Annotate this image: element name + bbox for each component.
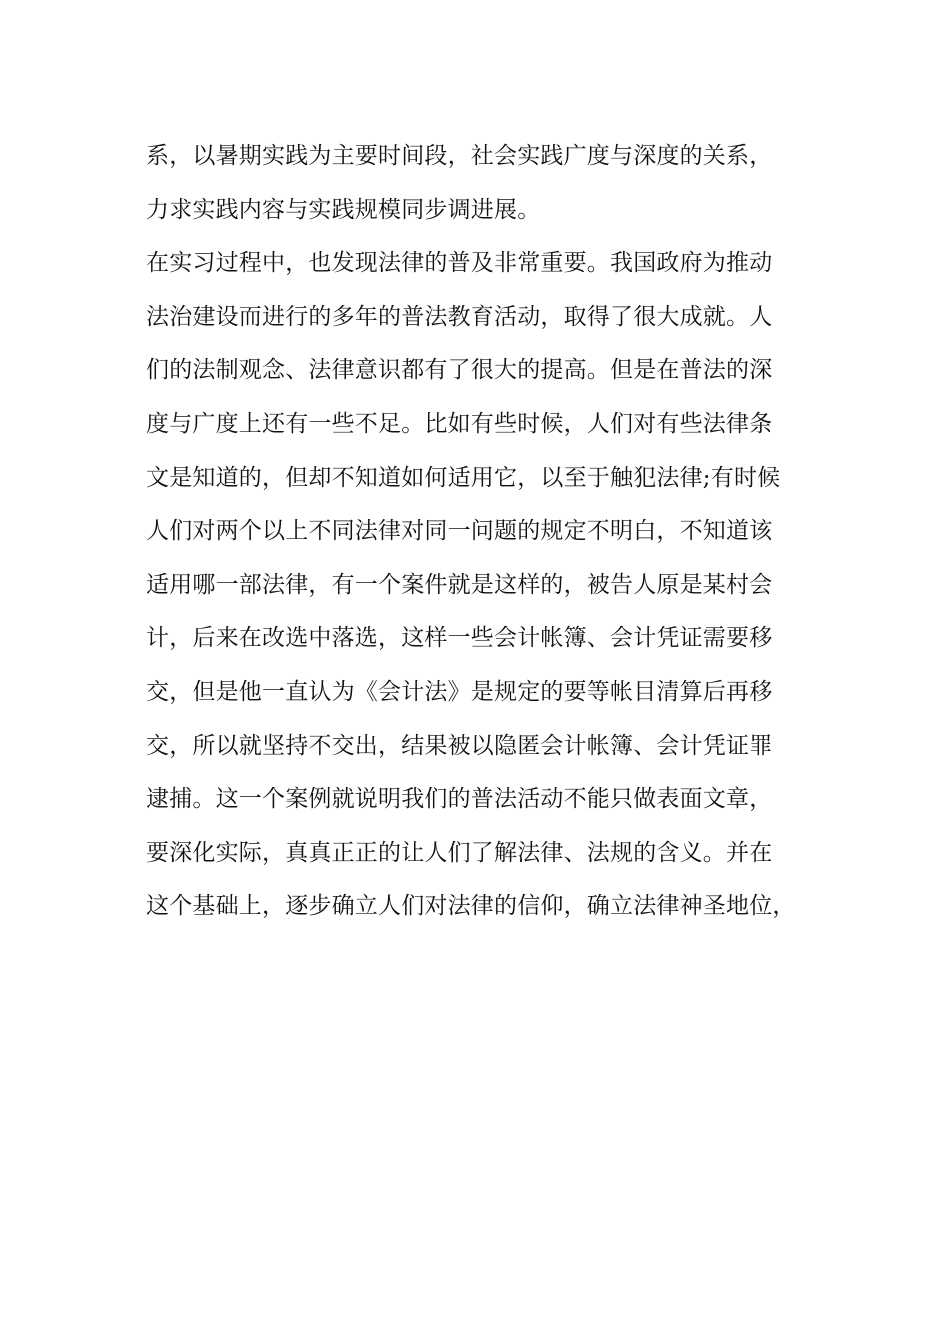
text-line: 交，所以就坚持不交出，结果被以隐匿会计帐簿、会计凭证罪 — [146, 732, 773, 759]
text-line: 要深化实际，真真正正的让人们了解法律、法规的含义。并在 — [146, 839, 773, 866]
text-line: 法治建设而进行的多年的普法教育活动，取得了很大成就。人 — [146, 303, 773, 330]
text-line: 度与广度上还有一些不足。比如有些时候，人们对有些法律条 — [146, 410, 773, 437]
text-line: 们的法制观念、法律意识都有了很大的提高。但是在普法的深 — [146, 357, 773, 384]
text-line: 这个基础上，逐步确立人们对法律的信仰，确立法律神圣地位， — [146, 893, 796, 920]
text-line: 适用哪一部法律，有一个案件就是这样的，被告人原是某村会 — [146, 571, 773, 598]
text-line: 人们对两个以上不同法律对同一问题的规定不明白，不知道该 — [146, 518, 773, 545]
text-line: 系，以暑期实践为主要时间段，社会实践广度与深度的关系， — [146, 143, 773, 169]
text-line: 文是知道的，但却不知道如何适用它，以至于触犯法律;有时候 — [146, 464, 781, 491]
text-line: 逮捕。这一个案例就说明我们的普法活动不能只做表面文章， — [146, 786, 773, 813]
text-line: 交，但是他一直认为《会计法》是规定的要等帐目清算后再移 — [146, 678, 773, 705]
text-line: 在实习过程中，也发现法律的普及非常重要。我国政府为推动 — [146, 250, 773, 277]
body-text — [146, 130, 826, 934]
text-line: 计，后来在改选中落选，这样一些会计帐簿、会计凭证需要移 — [146, 625, 773, 652]
text-line: 力求实践内容与实践规模同步调进展。 — [146, 196, 541, 223]
